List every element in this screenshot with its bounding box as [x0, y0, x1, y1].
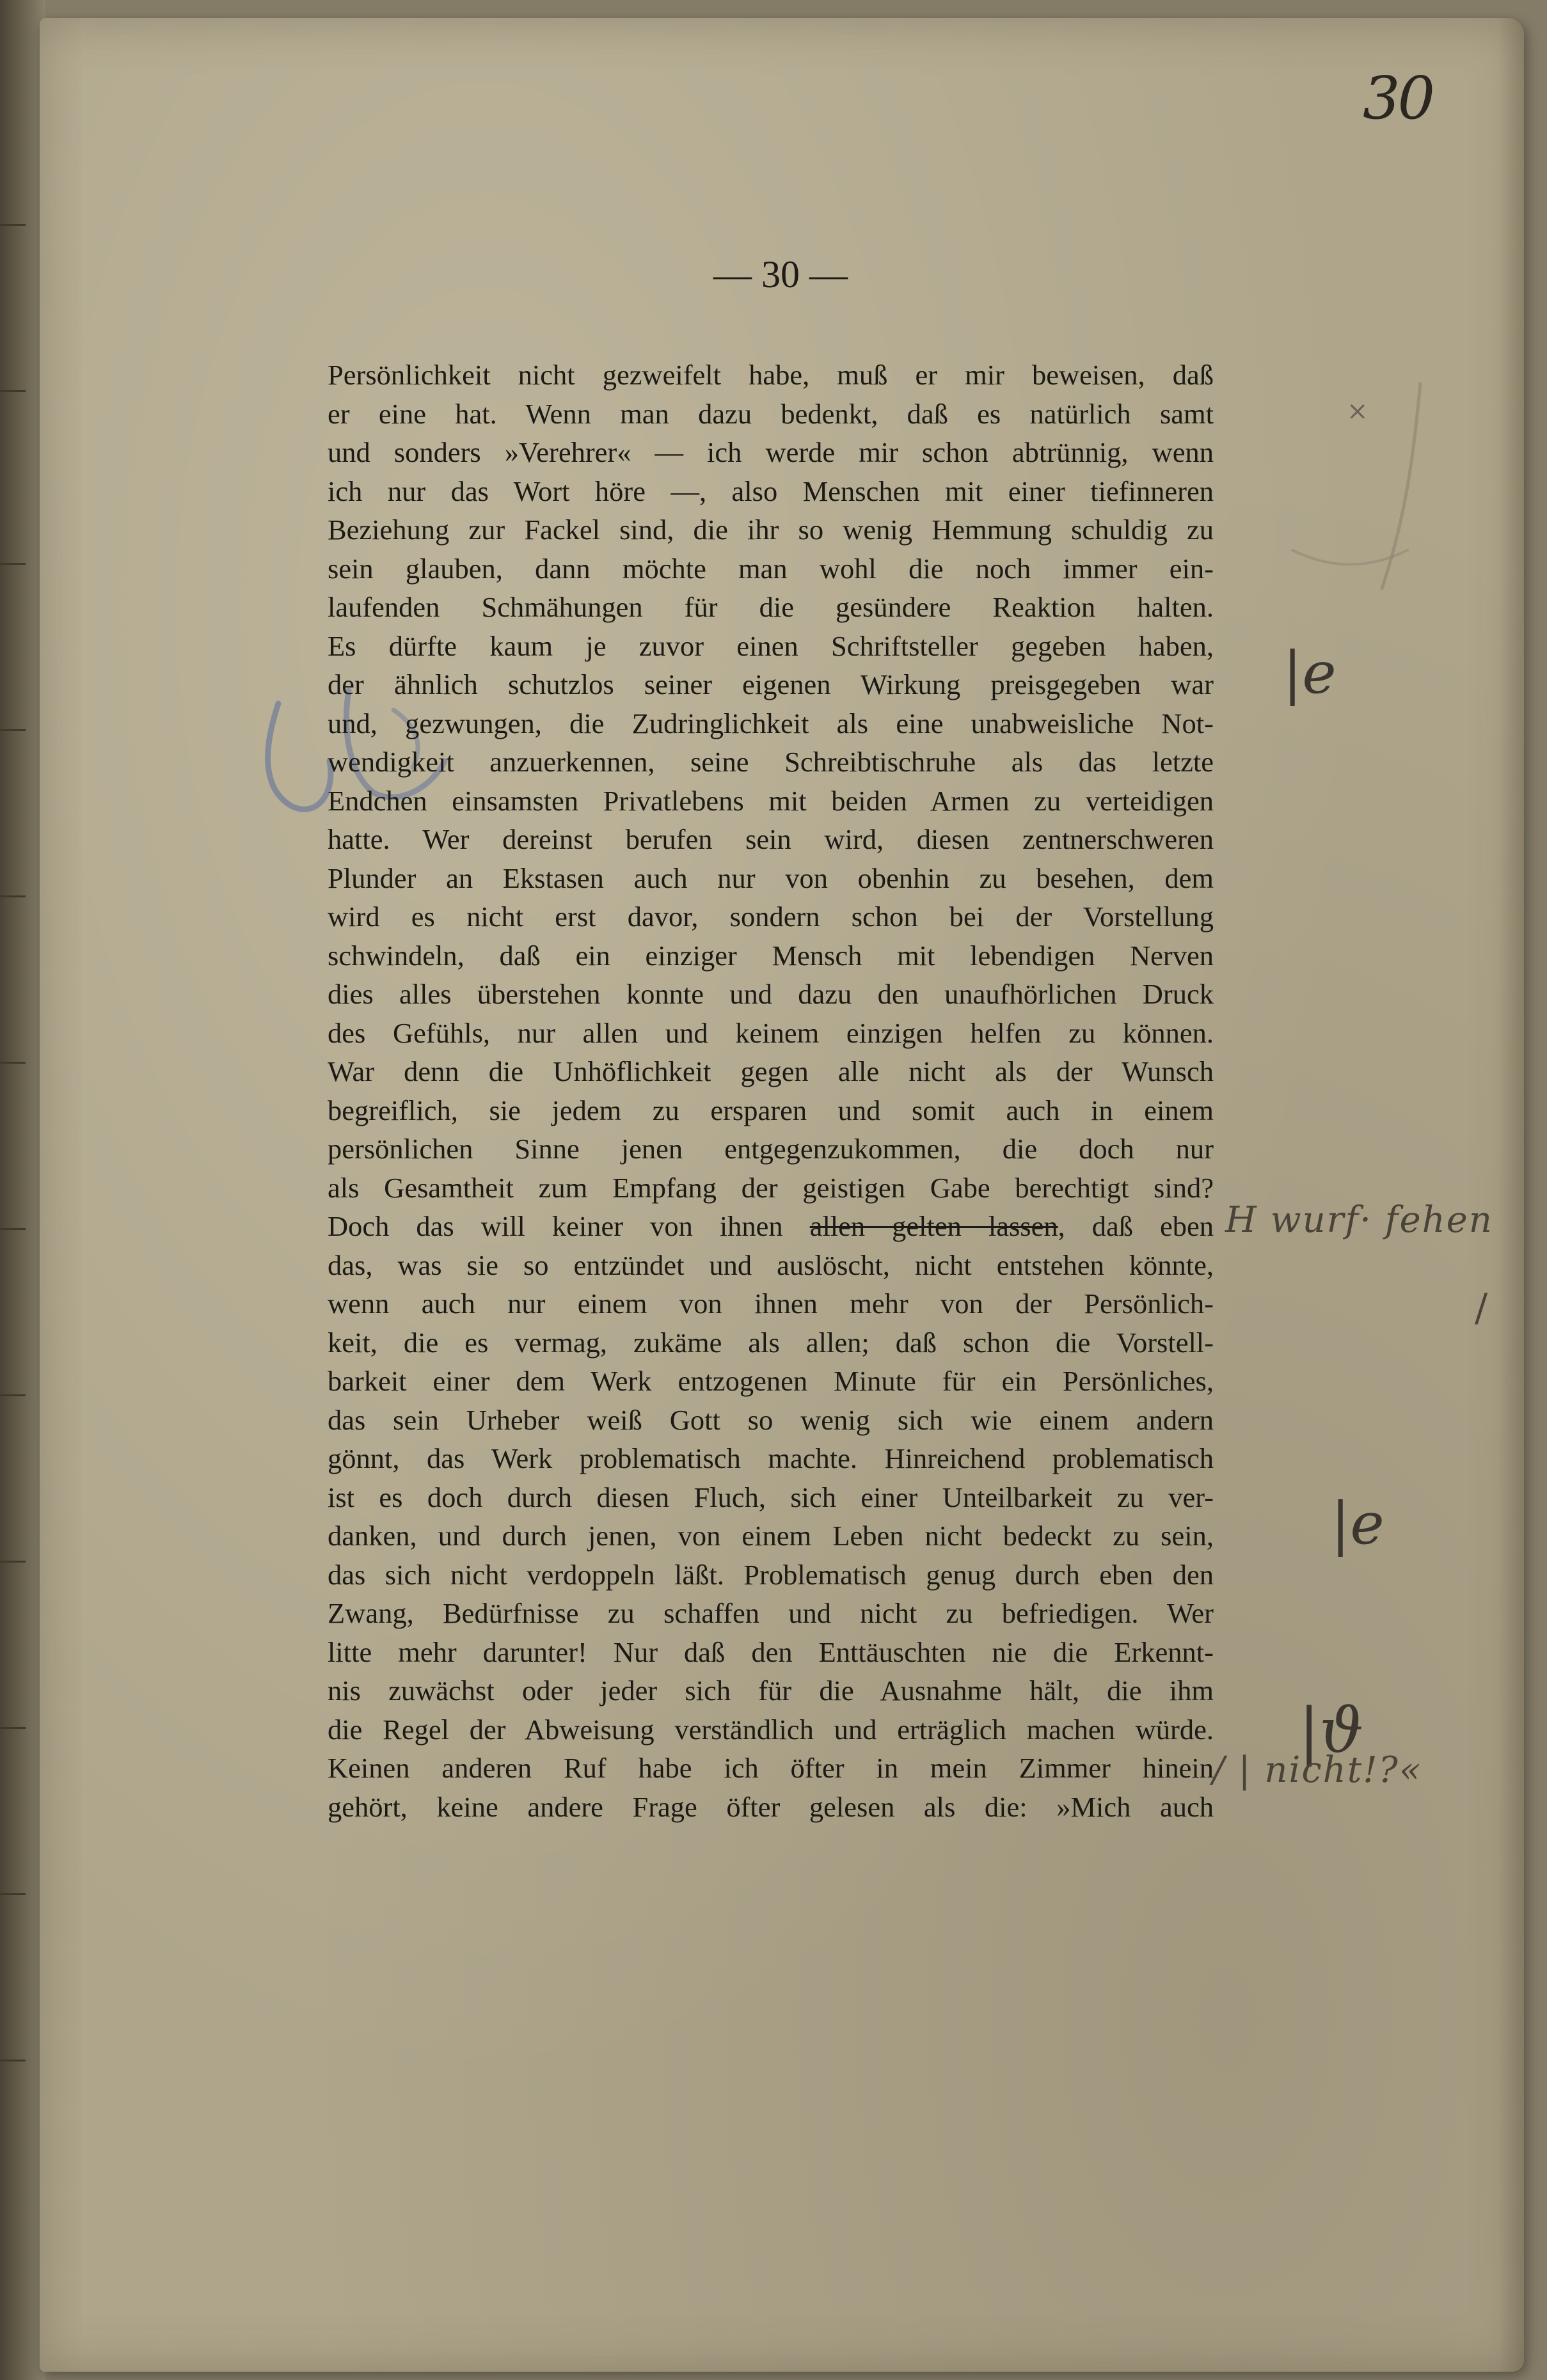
text-line: er eine hat. Wenn man dazu bedenkt, daß es natürlich samt — [328, 397, 1214, 430]
spine-tick — [0, 1561, 26, 1563]
text-line: schwindeln, daß ein einziger Mensch mit lebendigen Nerven — [328, 939, 1214, 972]
margin-insertion-note: / | nicht!?« — [1212, 1749, 1423, 1791]
text-line: Keinen anderen Ruf habe ich öfter in mein Zimmer hinein — [328, 1752, 1214, 1784]
text-line: der ähnlich schutzlos seiner eigenen Wirkung preisgegeben war — [328, 668, 1214, 700]
struck-line-after: , daß eben — [1058, 1210, 1214, 1242]
text-line: das, was sie so entzündet und auslöscht, nicht entstehen könnte, — [328, 1249, 1214, 1281]
text-line-with-strikethrough — [328, 1207, 1214, 1246]
text-line: barkeit einer dem Werk entzogenen Minute für ein Persönliches, — [328, 1365, 1214, 1397]
spine-tick — [0, 224, 26, 226]
spine-tick — [0, 390, 26, 392]
page-edge-shadow — [1498, 18, 1524, 2372]
spine-tick — [0, 563, 26, 565]
text-line: dies alles überstehen konnte und dazu den unaufhörlichen Druck — [328, 978, 1214, 1010]
handwritten-page-number: 30 — [1363, 64, 1433, 132]
text-line: und, gezwungen, die Zudringlichkeit als eine unabweisliche Not- — [328, 707, 1214, 739]
text-line: wendigkeit anzuerkennen, seine Schreibtischruhe als das letzte — [328, 746, 1214, 778]
body-text — [328, 356, 1214, 1826]
text-line: Endchen einsamsten Privatlebens mit beiden Armen zu verteidigen — [328, 784, 1214, 817]
text-line: das sein Urheber weiß Gott so wenig sich wie einem andern — [328, 1403, 1214, 1436]
text-line: persönlichen Sinne jenen entgegenzukommen, die doch nur — [328, 1133, 1214, 1165]
text-line: danken, und durch jenen, von einem Leben nicht bedeckt zu sein, — [328, 1520, 1214, 1552]
struck-line-before: Doch das will keiner von ihnen — [328, 1210, 810, 1242]
margin-insertion-note: H wurf· fehen — [1225, 1199, 1493, 1241]
text-line: War denn die Unhöflichkeit gegen alle nicht als der Wunsch — [328, 1055, 1214, 1087]
spine-tick — [0, 1893, 26, 1895]
book-spine — [0, 0, 45, 2380]
text-line: nis zuwächst oder jeder sich für die Ausnahme hält, die ihm — [328, 1675, 1214, 1706]
text-line: des Gefühls, nur allen und keinem einzigen helfen zu können. — [328, 1016, 1214, 1049]
spine-tick — [0, 1062, 26, 1064]
text-line: das sich nicht verdoppeln läßt. Problematisch genug durch eben den — [328, 1558, 1214, 1591]
text-line: ich nur das Wort höre —, also Menschen mit einer tiefinneren — [328, 475, 1214, 507]
text-line: Plunder an Ekstasen auch nur von obenhin zu besehen, dem — [328, 862, 1214, 894]
struck-phrase: allen gelten lassen — [809, 1210, 1058, 1242]
text-line: ist es doch durch diesen Fluch, sich einer Unteilbarkeit zu ver- — [328, 1481, 1214, 1513]
text-line: laufenden Schmähungen für die gesündere Reaktion halten. — [328, 591, 1214, 623]
text-line: als Gesamtheit zum Empfang der geistigen Gabe berechtigt sind? — [328, 1171, 1214, 1204]
margin-mark-le: |e — [1331, 1490, 1384, 1557]
margin-mark-delete: |ϑ — [1299, 1695, 1363, 1767]
text-line: Zwang, Bedürfnisse zu schaffen und nicht zu befriedigen. Wer — [328, 1597, 1214, 1629]
text-line: Es dürfte kaum je zuvor einen Schriftsteller gegeben haben, — [328, 629, 1214, 662]
text-line: gönnt, das Werk problematisch machte. Hinreichend problematisch — [328, 1442, 1214, 1474]
spine-tick — [0, 729, 26, 731]
text-line: hatte. Wer dereinst berufen sein wird, diesen zentnerschweren — [328, 823, 1214, 855]
text-line: sein glauben, dann möchte man wohl die noch immer ein- — [328, 552, 1214, 585]
spine-tick — [0, 2060, 26, 2061]
text-line: wird es nicht erst davor, sondern schon bei der Vorstellung — [328, 901, 1214, 933]
text-line: keit, die es vermag, zukäme als allen; daß schon die Vorstell- — [328, 1326, 1214, 1359]
spine-tick — [0, 1228, 26, 1230]
text-line: begreiflich, sie jedem zu ersparen und somit auch in einem — [328, 1094, 1214, 1126]
text-line: Beziehung zur Fackel sind, die ihr so wenig Hemmung schuldig zu — [328, 514, 1214, 546]
spine-tick — [0, 895, 26, 897]
margin-mark-slash: / — [1475, 1286, 1488, 1330]
text-line: litte mehr darunter! Nur daß den Enttäuschten nie die Erkennt- — [328, 1635, 1214, 1668]
printed-page-number: — 30 — — [713, 253, 848, 296]
text-line: Persönlichkeit nicht gezweifelt habe, muß er mir beweisen, daß — [328, 359, 1214, 391]
margin-mark-le: |e — [1283, 640, 1337, 707]
text-line: und sonders »Verehrer« — ich werde mir schon abtrünnig, wenn — [328, 436, 1214, 468]
text-line: die Regel der Abweisung verständlich und erträglich machen würde. — [328, 1713, 1214, 1746]
text-line: gehört, keine andere Frage öfter gelesen als die: »Mich auch — [328, 1790, 1214, 1823]
spine-tick — [0, 1727, 26, 1729]
text-line: wenn auch nur einem von ihnen mehr von der Persönlich- — [328, 1288, 1214, 1320]
margin-mark-x: × — [1347, 397, 1368, 426]
spine-tick — [0, 1394, 26, 1396]
